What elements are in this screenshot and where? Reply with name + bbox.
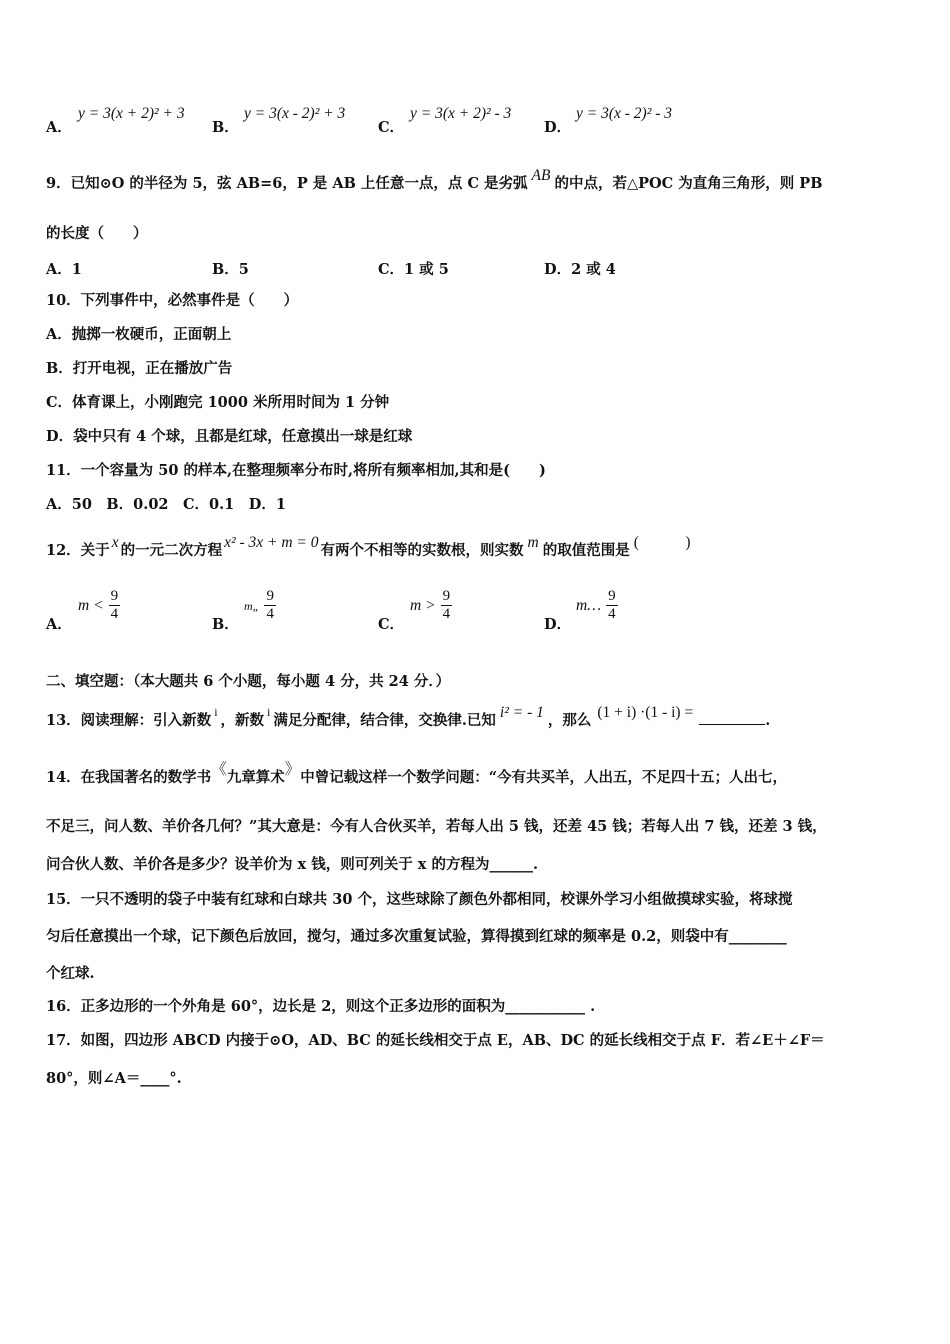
- q12-option-d-den: 4: [608, 606, 616, 622]
- q12-option-c-label: C．: [378, 616, 405, 633]
- q12-paren: ( ): [633, 534, 691, 551]
- q9-stem-line2: 的长度（ ）: [46, 225, 148, 242]
- q12-option-a-lhs: m <: [78, 597, 104, 614]
- q9-option-a: A．1: [46, 261, 82, 278]
- q12-equation: x² - 3x + m = 0: [224, 534, 319, 551]
- q12-option-a-expr: [78, 588, 120, 623]
- q12-option-b-num: 9: [266, 588, 274, 604]
- q15-line2: 匀后任意摸出一个球，记下颜色后放回，搅匀，通过多次重复试验，算得摸到红球的频率是 0.2，则袋中有________: [46, 928, 787, 945]
- q9-text-part2: 的中点，若△POC 为直角三角形，则 PB: [554, 175, 823, 192]
- q15-line3: 个红球.: [46, 965, 95, 982]
- q12-option-d-num: 9: [608, 588, 616, 604]
- q14-part1: 14．在我国著名的数学书: [46, 769, 212, 786]
- q16-stem: 16．正多边形的一个外角是 60°，边长是 2，则这个正多边形的面积为___________ .: [46, 998, 596, 1015]
- q17-line1: 17．如图，四边形 ABCD 内接于⊙O，AD、BC 的延长线相交于点 E，AB、DC 的延长线相交于点 F．若∠E＋∠F＝: [46, 1032, 825, 1049]
- q14-line3: 问合伙人数、羊价各是多少？设羊价为 x 钱，则可列关于 x 的方程为______.: [46, 856, 539, 873]
- q8-option-a-label: A．: [46, 119, 72, 136]
- q9-arc-ab: AB: [531, 167, 551, 184]
- q12-option-c-num: 9: [442, 588, 451, 604]
- q13-eq1: i² = - 1: [499, 704, 544, 721]
- q9-option-b: B．5: [212, 261, 249, 278]
- q10-option-a: A．抛掷一枚硬币，正面朝上: [46, 326, 232, 343]
- q12-part3: 有两个不相等的实数根，则实数: [320, 542, 524, 559]
- q12-option-c-lhs: m >: [410, 597, 436, 614]
- q13-end: .: [765, 712, 771, 729]
- q9-option-c: C．1 或 5: [378, 261, 449, 278]
- q13-stem: [46, 704, 771, 730]
- q12-stem: [46, 534, 691, 560]
- q12-option-d-label: D．: [544, 616, 572, 633]
- q14-book: 九章算术: [226, 769, 285, 786]
- q8-option-d-label: D．: [544, 119, 572, 136]
- q10-option-b: B．打开电视，正在播放广告: [46, 360, 233, 377]
- q9-text-part1: 9．已知⊙O 的半径为 5，弦 AB=6，P 是 AB 上任意一点，点 C 是劣弧: [46, 175, 528, 192]
- q12-part1: 12．关于: [46, 542, 110, 559]
- q17-line2: 80°，则∠A＝____°.: [46, 1070, 182, 1087]
- q12-option-c-expr: [410, 588, 452, 623]
- q14-book-open: 《: [211, 761, 227, 778]
- q13-part4: ，那么: [547, 712, 592, 729]
- q10-stem: 10．下列事件中，必然事件是（ ）: [46, 292, 299, 309]
- q8-option-a-formula: y = 3(x + 2)² + 3: [78, 105, 185, 122]
- q12-part2: 的一元二次方程: [120, 542, 223, 559]
- q8-option-b-formula: y = 3(x - 2)² + 3: [244, 105, 346, 122]
- q12-part4: 的取值范围是: [542, 542, 630, 559]
- q12-option-a-den: 4: [110, 606, 119, 622]
- q8-option-c-formula: y = 3(x + 2)² - 3: [410, 105, 512, 122]
- q11-stem: 11．一个容量为 50 的样本,在整理频率分布时,将所有频率相加,其和是( ): [46, 462, 546, 479]
- q14-line2: 不足三，问人数、羊价各几何？”其大意是：今有人合伙买羊，若每人出 5 钱，还差 45 钱；若每人出 7 钱，还差 3 钱，: [46, 818, 827, 835]
- q9-stem-line1: [46, 167, 823, 193]
- q13-part2: ，新数: [220, 712, 265, 729]
- q12-var-x: x: [111, 534, 119, 551]
- q12-option-b-label: B．: [212, 616, 239, 633]
- q14-line1: [46, 761, 788, 787]
- section-2-heading: 二、填空题：（本大题共 6 个小题，每小题 4 分，共 24 分．）: [46, 673, 451, 690]
- q12-option-b-lhs: m„: [244, 599, 260, 613]
- q8-option-b-label: B．: [212, 119, 239, 136]
- q15-line1: 15．一只不透明的袋子中装有红球和白球共 30 个，这些球除了颜色外都相同，校课外学习小组做摸球实验，将球搅: [46, 891, 793, 908]
- q9-option-d: D．2 或 4: [544, 261, 616, 278]
- q13-answer-blank: [699, 710, 765, 725]
- q14-part2: 中曾记载这样一个数学问题：“今有共买羊，人出五，不足四十五；人出七，: [300, 769, 788, 786]
- q13-eq2: (1 + i) ·(1 - i) =: [597, 704, 694, 721]
- q13-i1: i: [214, 705, 218, 719]
- q13-part1: 13．阅读理解：引入新数: [46, 712, 212, 729]
- q12-option-b-den: 4: [266, 606, 274, 622]
- q12-option-a-num: 9: [110, 588, 119, 604]
- q12-option-d-lhs: m…: [576, 597, 601, 614]
- q10-option-c: C．体育课上，小刚跑完 1000 米所用时间为 1 分钟: [46, 394, 390, 411]
- q13-i2: i: [267, 705, 271, 719]
- q12-option-c-den: 4: [442, 606, 451, 622]
- q12-option-b-expr: [244, 588, 276, 623]
- q8-option-d-formula: y = 3(x - 2)² - 3: [576, 105, 673, 122]
- q11-options: A．50 B．0.02 C．0.1 D．1: [46, 496, 286, 513]
- q12-option-a-label: A．: [46, 616, 72, 633]
- q10-option-d: D．袋中只有 4 个球，且都是红球，任意摸出一球是红球: [46, 428, 413, 445]
- q13-part3: 满足分配律，结合律，交换律.已知: [273, 712, 496, 729]
- q8-option-c-label: C．: [378, 119, 405, 136]
- q12-option-d-expr: [576, 588, 618, 623]
- q12-var-m: m: [527, 534, 539, 551]
- q14-book-close: 》: [284, 761, 301, 778]
